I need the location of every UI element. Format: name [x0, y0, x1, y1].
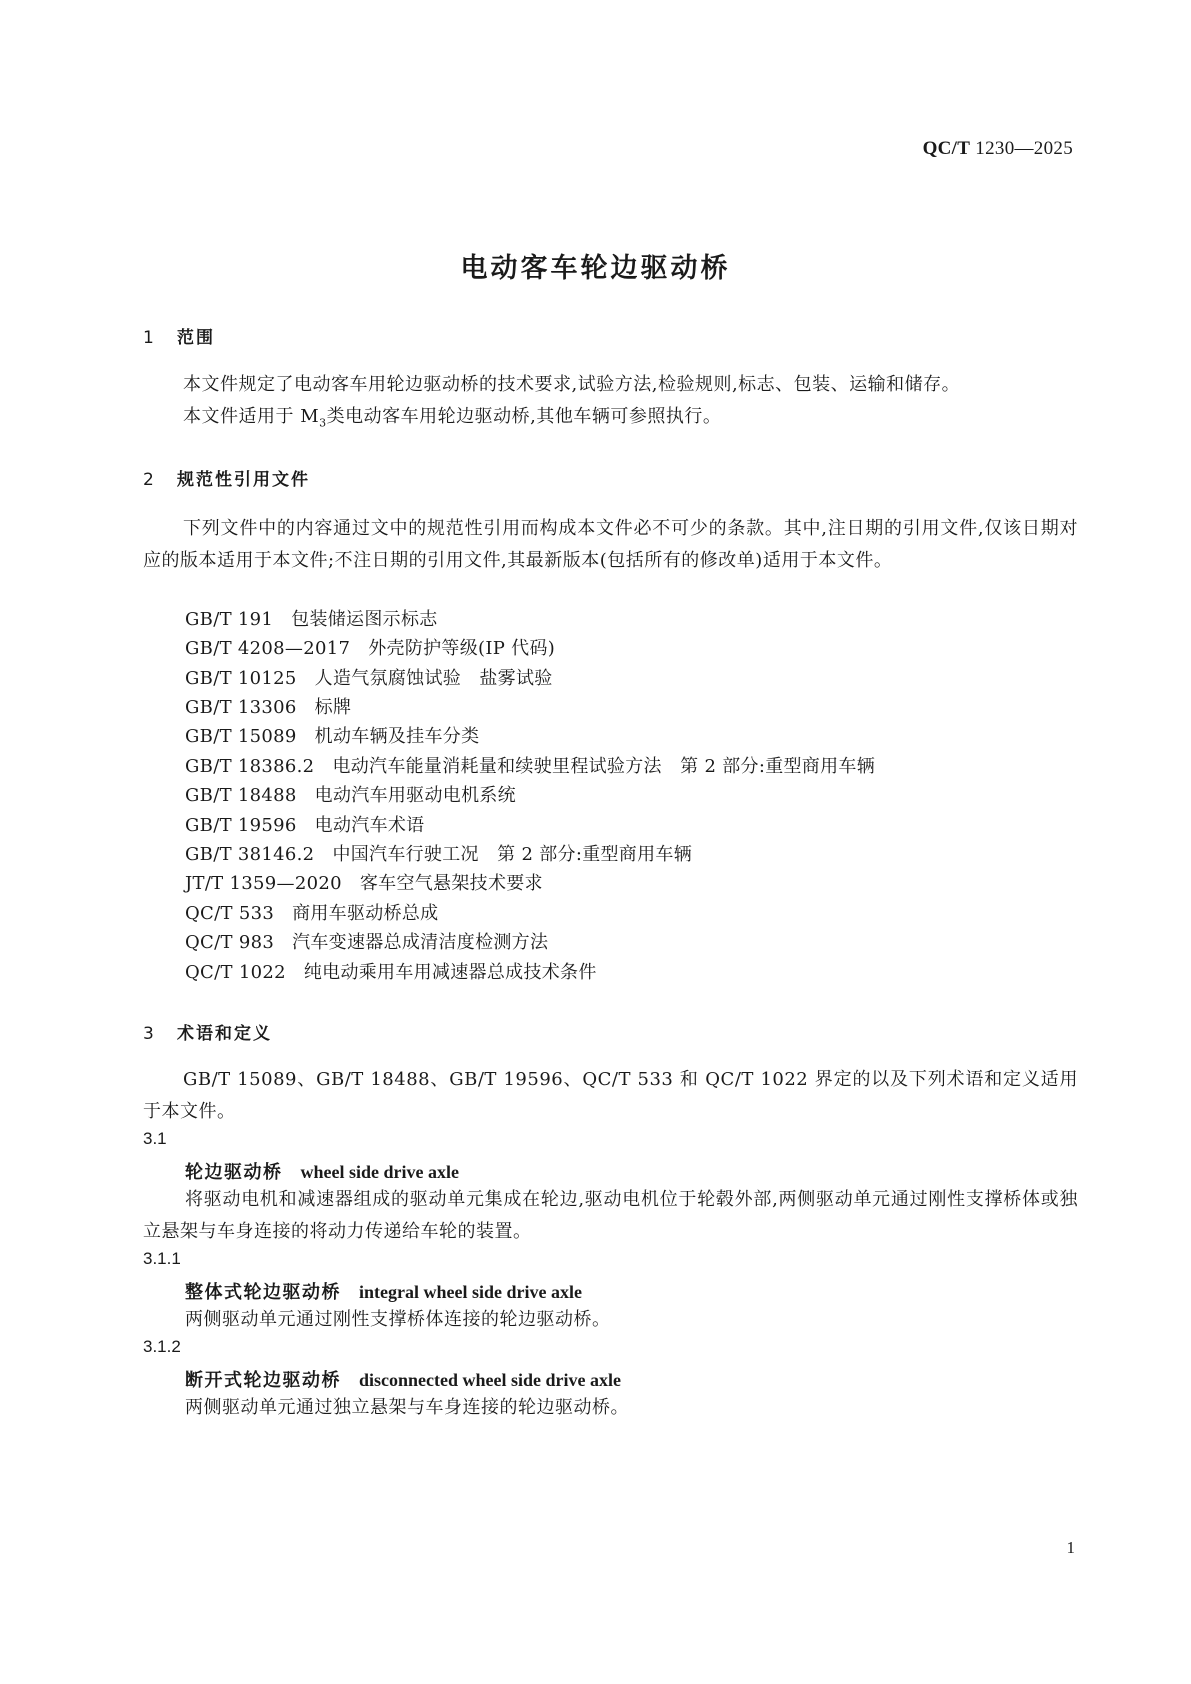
term-heading — [185, 1158, 459, 1184]
term-en: wheel side drive axle — [300, 1162, 459, 1182]
scope-paragraph-1: 本文件规定了电动客车用轮边驱动桥的技术要求,试验方法,检验规则,标志、包装、运输和储存。 — [183, 374, 961, 395]
term-definition: 将驱动电机和减速器组成的驱动单元集成在轮边,驱动电机位于轮毂外部,两侧驱动单元通过刚性支撑桥体或独立悬架与车身连接的将动力传递给车轮的装置。 — [143, 1189, 1078, 1242]
reference-code: GB/T 38146.2 — [185, 844, 315, 865]
reference-item — [185, 634, 555, 660]
reference-code: GB/T 4208—2017 — [185, 638, 351, 659]
reference-item — [185, 899, 438, 925]
section-title: 范围 — [177, 328, 215, 348]
term-zh: 整体式轮边驱动桥 — [185, 1282, 341, 1303]
section-heading-terms — [143, 1019, 272, 1044]
term-heading — [185, 1366, 621, 1392]
standard-year: 1230—2025 — [975, 138, 1073, 159]
term-en: disconnected wheel side drive axle — [359, 1370, 621, 1390]
reference-code: GB/T 19596 — [185, 815, 297, 836]
reference-title: 商用车驱动桥总成 — [292, 903, 439, 924]
reference-item — [185, 722, 479, 748]
reference-code: QC/T 533 — [185, 903, 275, 924]
section-heading-normative-references — [143, 465, 310, 490]
standard-number — [923, 138, 1073, 160]
term-definition: 两侧驱动单元通过刚性支撑桥体连接的轮边驱动桥。 — [185, 1309, 611, 1330]
document-title: 电动客车轮边驱动桥 — [460, 253, 731, 284]
reference-title: 纯电动乘用车用减速器总成技术条件 — [303, 962, 597, 983]
reference-code: GB/T 191 — [185, 609, 274, 630]
term-zh: 轮边驱动桥 — [185, 1162, 283, 1183]
scope-text-pre: 本文件适用于 M — [183, 406, 320, 427]
reference-item — [185, 781, 516, 807]
reference-title: 机动车辆及挂车分类 — [314, 726, 480, 747]
reference-title: 电动汽车能量消耗量和续驶里程试验方法 第 2 部分:重型商用车辆 — [332, 756, 875, 777]
reference-title: 电动汽车用驱动电机系统 — [314, 785, 516, 806]
reference-title: 人造气氛腐蚀试验 盐雾试验 — [314, 668, 553, 689]
reference-item — [185, 664, 553, 690]
section-number: 1 — [143, 328, 154, 348]
reference-title: 标牌 — [314, 697, 352, 718]
reference-code: QC/T 983 — [185, 932, 275, 953]
reference-title: 客车空气悬架技术要求 — [359, 873, 543, 894]
reference-title: 包装储运图示标志 — [291, 609, 438, 630]
section-number: 3 — [143, 1024, 154, 1044]
standard-code: QC/T — [922, 138, 971, 159]
reference-item — [185, 840, 692, 866]
reference-item — [185, 605, 438, 631]
reference-title: 中国汽车行驶工况 第 2 部分:重型商用车辆 — [332, 844, 692, 865]
reference-item — [185, 693, 351, 719]
page-number: 1 — [1066, 1538, 1075, 1557]
term-en: integral wheel side drive axle — [359, 1282, 582, 1302]
references-intro: 下列文件中的内容通过文中的规范性引用而构成本文件必不可少的条款。其中,注日期的引用文件,仅该日期对应的版本适用于本文件;不注日期的引用文件,其最新版本(包括所有的修改单)适用于本文件。 — [143, 518, 1078, 571]
section-title: 术语和定义 — [177, 1024, 272, 1044]
reference-code: GB/T 18488 — [185, 785, 297, 806]
reference-item — [185, 869, 543, 895]
section-title: 规范性引用文件 — [177, 470, 310, 490]
clause-number: 3.1.1 — [143, 1249, 181, 1268]
term-definition: 两侧驱动单元通过独立悬架与车身连接的轮边驱动桥。 — [185, 1397, 629, 1418]
reference-item — [185, 958, 597, 984]
reference-code: JT/T 1359—2020 — [185, 873, 342, 894]
terms-intro: GB/T 15089、GB/T 18488、GB/T 19596、QC/T 533 和 QC/T 1022 界定的以及下列术语和定义适用于本文件。 — [143, 1069, 1078, 1122]
reference-code: GB/T 18386.2 — [185, 756, 315, 777]
scope-text-post: 类电动客车用轮边驱动桥,其他车辆可参照执行。 — [326, 406, 722, 427]
reference-item — [185, 811, 424, 837]
vehicle-class-subscript: 3 — [319, 416, 327, 430]
reference-item — [185, 752, 875, 778]
section-number: 2 — [143, 470, 154, 490]
section-heading-scope — [143, 323, 215, 348]
reference-title: 电动汽车术语 — [314, 815, 425, 836]
reference-code: GB/T 15089 — [185, 726, 297, 747]
scope-paragraph-2 — [143, 401, 1078, 440]
term-zh: 断开式轮边驱动桥 — [185, 1370, 341, 1391]
clause-number: 3.1 — [143, 1129, 167, 1148]
reference-code: QC/T 1022 — [185, 962, 286, 983]
reference-item — [185, 928, 548, 954]
clause-number: 3.1.2 — [143, 1337, 181, 1356]
reference-code: GB/T 13306 — [185, 697, 297, 718]
reference-code: GB/T 10125 — [185, 668, 297, 689]
reference-title: 外壳防护等级(IP 代码) — [368, 638, 556, 659]
term-heading — [185, 1278, 582, 1304]
reference-title: 汽车变速器总成清洁度检测方法 — [292, 932, 549, 953]
